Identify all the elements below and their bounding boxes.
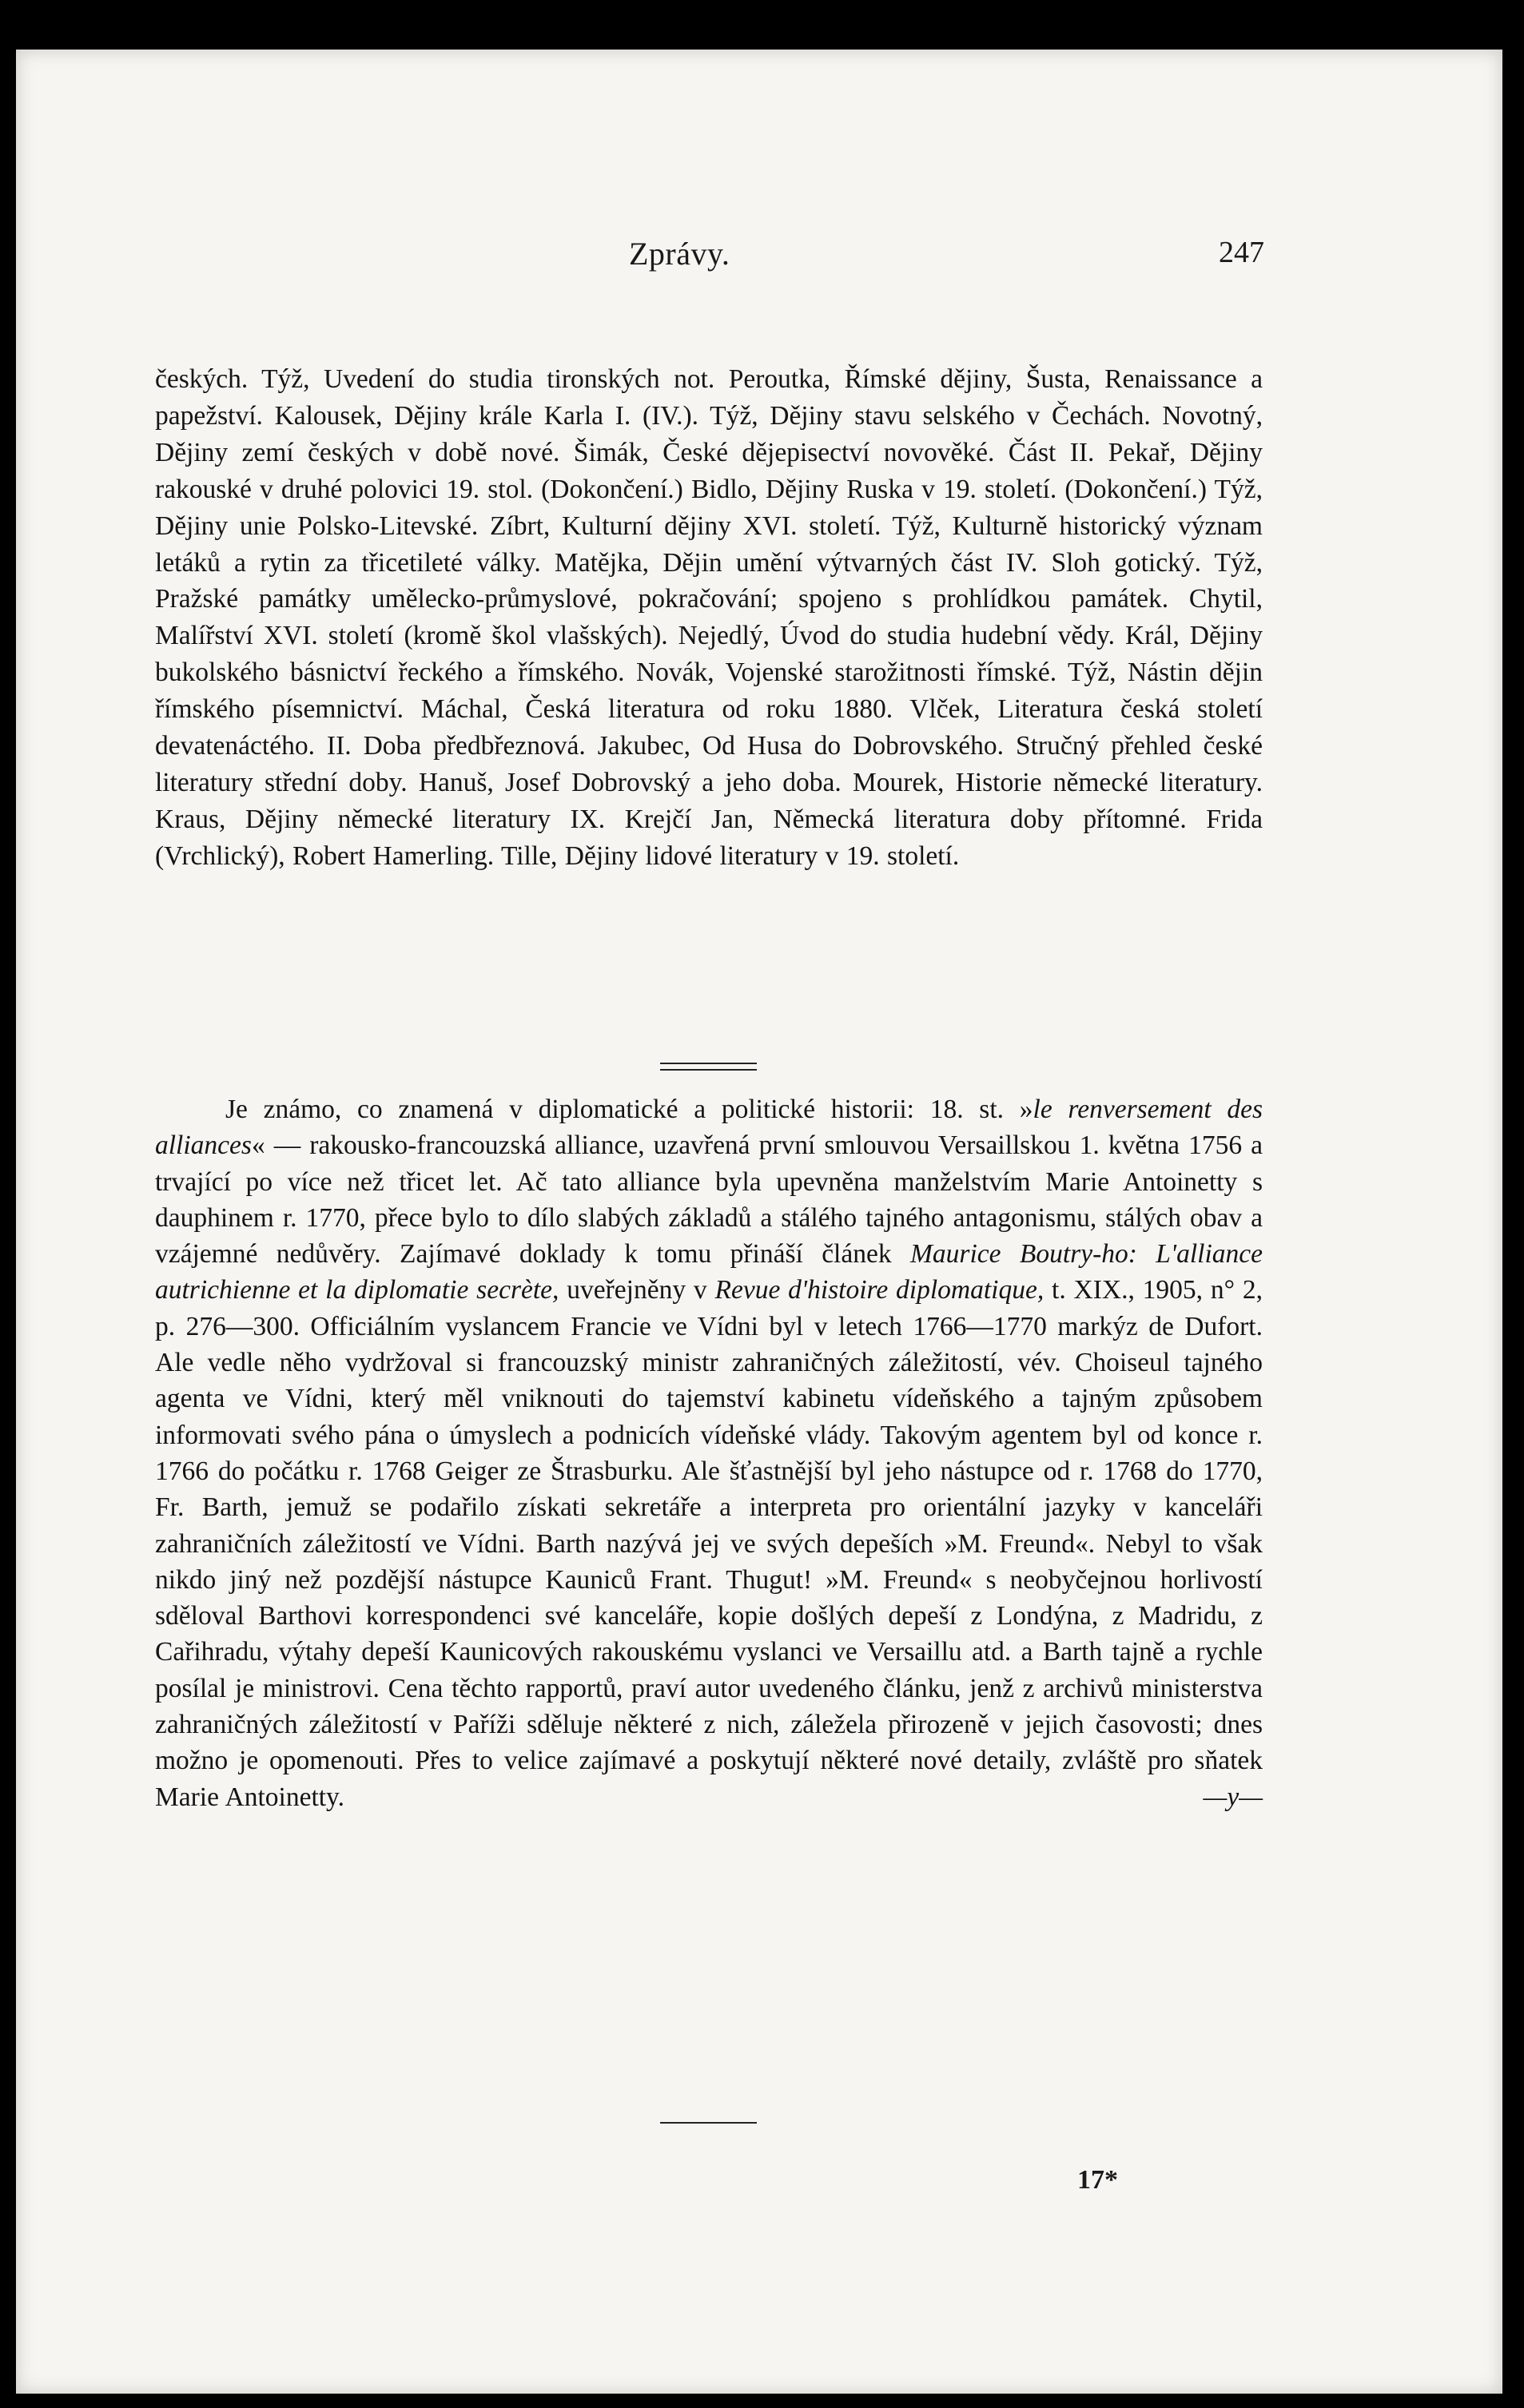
article-text-part: « — rakousko-francouzská alliance, uzavřená první smlouvou Versaillskou 1. května 1756 a trvající po více než třicet let. Ač tato alliance byla upevněna manželstvím Marie Antoinetty s dauphinem r. 1770, přece bylo to dílo slabých základů a stálého tajného antagonismu, stálých obav a vzájemné nedůvěry. Zajímavé doklady k tomu přináší článek bbox=[155, 1130, 1263, 1270]
page-number: 247 bbox=[1219, 236, 1264, 269]
literature-list-text: českých. Týž, Uvedení do studia tironských not. Peroutka, Římské dějiny, Šusta, Renaissance a papežství. Kalousek, Dějiny krále Karla I. (IV.). Týž, Dějiny stavu selského v Čechách. Novotný, Dějiny zemí českých v době nové. Šimák, České dějepisectví novověké. Část II. Pekař, Dějiny rakouské v druhé polovici 19. stol. (Dokončení.) Bidlo, Dějiny Ruska v 19. století. (Dokončení.) Týž, Dějiny unie Polsko-Litevské. Zíbrt, Kulturní dějiny XVI. století. Týž, Kulturně historický význam letáků a rytin za třicetileté války. Matějka, Dějin umění výtvarných část IV. Sloh gotický. Týž, Pražské památky umělecko-průmyslové, pokračování; spojeno s prohlídkou památek. Chytil, Malířství XVI. století (kromě škol vlašských). Nejedlý, Úvod do studia hudební vědy. Král, Dějiny bukolského básnictví řeckého a římského. Novák, Vojenské starožitnosti římské. Týž, Nástin dějin římského písemnictví. Máchal, Česká literatura od roku 1880. Vlček, Literatura česká století devatenáctého. II. Doba předbřeznová. Jakubec, Od Husa do Dobrovského. Stručný přehled české literatury střední doby. Hanuš, Josef Dobrovský a jeho doba. Mourek, Historie německé literatury. Kraus, Dějiny německé literatury IX. Krejčí Jan, Německá literatura doby přítomné. Frida (Vrchlický), Robert Hamerling. Tille, Dějiny lidové literatury v 19. století. bbox=[155, 364, 1263, 871]
italic-journal-title: Revue d'histoire diplomatique, bbox=[714, 1275, 1045, 1305]
page-header bbox=[193, 235, 1264, 283]
article-text bbox=[155, 1091, 1263, 1815]
sheet-signature-mark: 17* bbox=[1077, 2165, 1118, 2195]
book-page bbox=[16, 50, 1502, 2394]
literature-list-paragraph bbox=[155, 361, 1263, 875]
italic-author-title: Maurice Boutry-ho: L'alliance autrichienne et la diplomatie secrète, bbox=[155, 1239, 1263, 1305]
article-paragraph bbox=[155, 1091, 1263, 1815]
single-rule-divider bbox=[660, 2122, 757, 2124]
italic-phrase-alliances: le renversement des alliances bbox=[155, 1095, 1263, 1161]
article-text-part: Je známo, co znamená v diplomatické a politické historii: 18. st. » bbox=[225, 1095, 1033, 1124]
article-text-part: t. XIX., 1905, n° 2, p. 276—300. Officiálním vyslancem Francie ve Vídni byl v letech 1766—1770 markýz de Dufort. Ale vedle něho vydržoval si francouzský ministr zahraničných záležitostí, vév. Choiseul tajného agenta ve Vídni, který měl vniknouti do tajemství kabinetu vídeňského a tajným způsobem informovati svého pána o úmyslech a podnicích vídeňské vlády. Takovým agentem byl od konce r. 1766 do počátku r. 1768 Geiger ze Štrasburku. Ale šťastnější byl jeho nástupce od r. 1768 do 1770, Fr. Barth, jemuž se podařilo získati sekretáře a interpreta pro orientální jazyky v kanceláři zahraničních záležitostí ve Vídni. Barth nazývá jej ve svých depeších »M. Freund«. Nebyl to však nikdo jiný než pozdější nástupce Kauniců Frant. Thugut! »M. Freund« s neobyčejnou horlivostí sděloval Barthovi korrespondenci své kanceláře, kopie došlých depeší z Londýna, z Madridu, z Cařihradu, výtahy depeší Kaunicových rakouskému vyslanci ve Versaillu atd. a Barth tajně a rychle posílal je ministrovi. Cena těchto rapportů, praví autor uvedeného článku, jenž z archivů ministerstva zahraničných záležitostí v Paříži sděluje některé z nich, záležela přirozeně v jejich časovosti; dnes možno je opomenouti. Přes to velice zajímavé a poskytují některé nové detaily, zvláště pro sňatek Marie Antoinetty. bbox=[155, 1275, 1263, 1812]
article-text-part: uveřejněny v bbox=[559, 1275, 715, 1305]
running-head: Zprávy. bbox=[629, 236, 730, 272]
author-signature: —y— bbox=[1203, 1782, 1263, 1812]
double-rule-divider bbox=[660, 1063, 757, 1071]
